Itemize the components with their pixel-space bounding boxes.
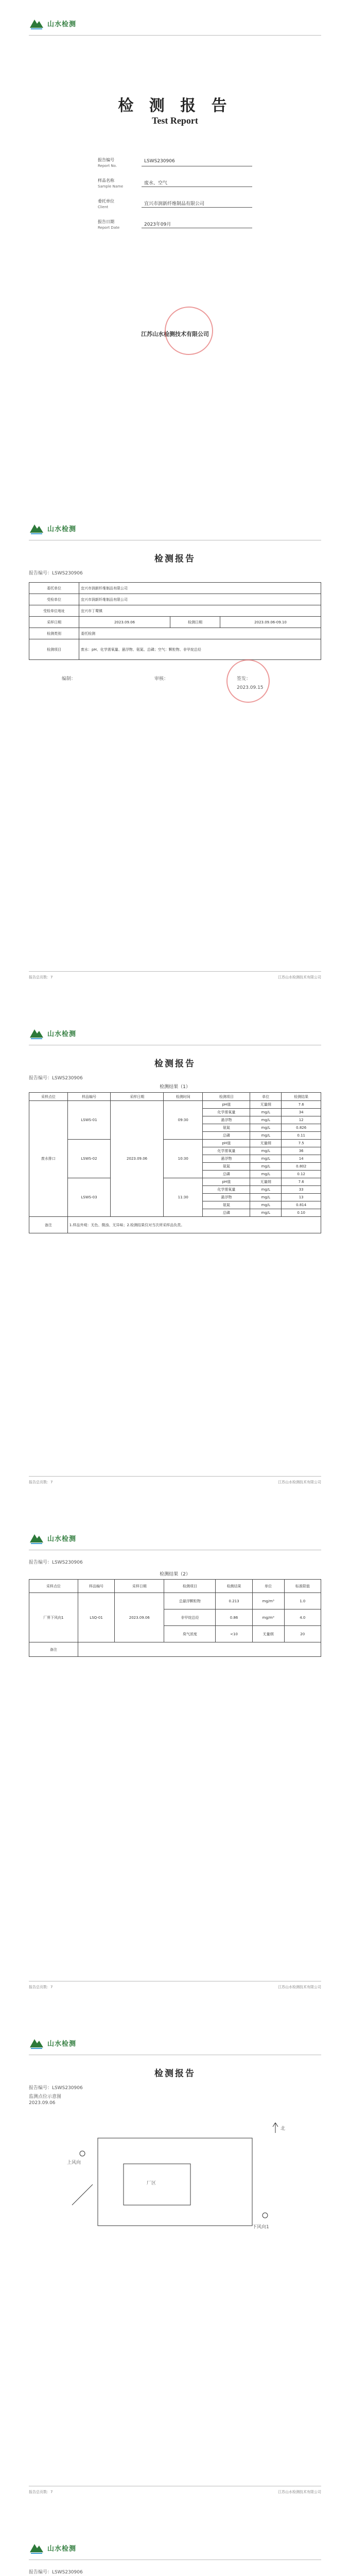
cover-page bbox=[10, 0, 340, 484]
report-no-line: 报告编号：LSWS230906 bbox=[29, 2086, 83, 2091]
table-cell: mg/L bbox=[250, 1186, 282, 1194]
table-cell: 0.826 bbox=[282, 1124, 321, 1132]
sign-label-prepare: 编制： bbox=[62, 676, 76, 682]
sign-label-approve: 签发： bbox=[237, 676, 251, 682]
table-cell: 2023.09.06 bbox=[79, 617, 170, 628]
table-cell bbox=[78, 1642, 321, 1657]
map-date: 2023.09.06 bbox=[29, 2100, 56, 2106]
table-cell: mg/m³ bbox=[252, 1593, 284, 1609]
table-row bbox=[29, 1178, 321, 1186]
table-row bbox=[29, 1580, 321, 1593]
table-cell: 检测日期 bbox=[170, 617, 220, 628]
cover-title-en: Test Report bbox=[152, 115, 198, 126]
map-label-north: 北 bbox=[281, 2126, 286, 2131]
table-cell: 无量纲 bbox=[250, 1101, 282, 1109]
map-label-downwind: 下风向1 bbox=[252, 2225, 269, 2230]
table-cell: 总磷 bbox=[203, 1209, 250, 1217]
table-cell: 0.12 bbox=[282, 1171, 321, 1178]
table-cell: mg/m³ bbox=[252, 1609, 284, 1626]
cover-label-date-en: Report Date bbox=[98, 226, 120, 230]
table-cell: mg/L bbox=[250, 1163, 282, 1171]
table-cell: 宜兴市润新纤维制品有限公司 bbox=[79, 583, 321, 594]
table-cell: 氨氮 bbox=[203, 1124, 250, 1132]
table-cell: LSQ-01 bbox=[78, 1593, 114, 1642]
table-cell: mg/L bbox=[250, 1155, 282, 1163]
table-cell: LSWS-02 bbox=[67, 1140, 110, 1178]
table-row bbox=[29, 1101, 321, 1109]
table-cell: 2023.09.06-09.10 bbox=[220, 617, 321, 628]
table-cell: 单位 bbox=[252, 1580, 284, 1593]
table-cell: 36 bbox=[282, 1147, 321, 1155]
table-row bbox=[29, 1593, 321, 1609]
table-cell: 总磷 bbox=[203, 1171, 250, 1178]
table-cell: 氨氮 bbox=[203, 1201, 250, 1209]
table-cell: LSWS-01 bbox=[67, 1101, 110, 1140]
table-cell: 受检单位地址 bbox=[29, 605, 79, 617]
table-cell: 单位 bbox=[250, 1093, 282, 1101]
table-cell: 宜兴市丁蜀镇 bbox=[79, 605, 321, 617]
footer-left: 报告总页数：7 bbox=[29, 1480, 53, 1484]
table-cell: 宜兴市润新纤维制品有限公司 bbox=[79, 594, 321, 605]
company-logo bbox=[29, 2036, 76, 2049]
table-cell: 非甲烷总烃 bbox=[164, 1609, 216, 1626]
table-cell: pH值 bbox=[203, 1101, 250, 1109]
footer-rule bbox=[29, 971, 321, 972]
table-cell: 检测项目 bbox=[29, 639, 79, 660]
table-cell: 无量纲 bbox=[250, 1178, 282, 1186]
table-cell: 化学需氧量 bbox=[203, 1147, 250, 1155]
table-cell: 4.0 bbox=[284, 1609, 321, 1626]
table-cell: 13 bbox=[282, 1194, 321, 1201]
table-cell: 34 bbox=[282, 1109, 321, 1116]
table-row bbox=[29, 1217, 321, 1233]
table-cell: 化学需氧量 bbox=[203, 1109, 250, 1116]
table-cell: mg/L bbox=[250, 1209, 282, 1217]
logo-mark-icon bbox=[29, 16, 44, 30]
table-cell: 采样点位 bbox=[29, 1580, 78, 1593]
sign-label-review: 审核： bbox=[154, 676, 169, 682]
table-cell: 33 bbox=[282, 1186, 321, 1194]
logo-mark-icon bbox=[29, 1026, 44, 1040]
table-cell: 无量纲 bbox=[252, 1626, 284, 1642]
logo-mark-icon bbox=[29, 2036, 44, 2049]
table-cell: 0.802 bbox=[282, 1163, 321, 1171]
table-cell: 10:30 bbox=[164, 1140, 203, 1178]
footer-right: 江苏山水检测技术有限公司 bbox=[278, 1985, 321, 1989]
table-cell: 采样点位 bbox=[29, 1093, 68, 1101]
company-logo bbox=[29, 16, 76, 30]
map-label-plant: 厂区 bbox=[147, 2181, 156, 2186]
table-cell: <10 bbox=[216, 1626, 252, 1642]
page-title: 检测报告 bbox=[154, 554, 196, 564]
table-cell: 09:30 bbox=[164, 1101, 203, 1140]
table-cell: 采样日期 bbox=[111, 1093, 164, 1101]
cover-label-date: 报告日期 bbox=[98, 219, 114, 224]
table-cell: 0.86 bbox=[216, 1609, 252, 1626]
report-no-line: 报告编号：LSWS230906 bbox=[29, 1076, 83, 1081]
table-cell: 1.样品外观：无色、微浊、无异味；2.检测结果仅对当次所采样品负责。 bbox=[67, 1217, 321, 1233]
table-cell: mg/L bbox=[250, 1109, 282, 1116]
page-title: 检测报告 bbox=[154, 1059, 196, 1069]
table-cell: 检测时间 bbox=[164, 1093, 203, 1101]
table-cell: 委托单位 bbox=[29, 583, 79, 594]
table-cell: 受检单位 bbox=[29, 594, 79, 605]
info-table bbox=[29, 582, 321, 660]
table-cell: 0.213 bbox=[216, 1593, 252, 1609]
page-title: 检测报告 bbox=[154, 2069, 196, 2079]
table-cell: 备注 bbox=[29, 1217, 68, 1233]
table-row bbox=[29, 605, 321, 617]
table-cell: 7.6 bbox=[282, 1101, 321, 1109]
table-cell: 检测项目 bbox=[164, 1580, 216, 1593]
table-cell: 采样日期 bbox=[29, 617, 79, 628]
table-cell: 14 bbox=[282, 1155, 321, 1163]
table-cell: 11:30 bbox=[164, 1178, 203, 1217]
table-row bbox=[29, 583, 321, 594]
cover-label-sample: 样品名称 bbox=[98, 178, 114, 183]
table-cell: 0.814 bbox=[282, 1201, 321, 1209]
table-caption: 检测结果（2） bbox=[160, 1572, 190, 1577]
table-cell: 样品编号 bbox=[67, 1093, 110, 1101]
footer-right: 江苏山水检测技术有限公司 bbox=[278, 2490, 321, 2494]
cover-label-report-no-en: Report No. bbox=[98, 164, 117, 168]
cover-label-client: 委托单位 bbox=[98, 199, 114, 204]
footer-left: 报告总页数：7 bbox=[29, 975, 53, 979]
water-results-table bbox=[29, 1092, 321, 1233]
table-cell: 样品编号 bbox=[78, 1580, 114, 1593]
table-cell: pH值 bbox=[203, 1178, 250, 1186]
footer-left: 报告总页数：7 bbox=[29, 2490, 53, 2494]
table-cell: 检测类别 bbox=[29, 628, 79, 639]
logo-mark-icon bbox=[29, 2541, 44, 2554]
table-cell: 悬浮物 bbox=[203, 1194, 250, 1201]
table-cell: 臭气浓度 bbox=[164, 1626, 216, 1642]
company-logo bbox=[29, 1026, 76, 1040]
table-cell: 20 bbox=[284, 1626, 321, 1642]
table-row bbox=[29, 1642, 321, 1657]
methods-page bbox=[10, 2524, 340, 2576]
logo-text: 山水检测 bbox=[47, 1535, 77, 1543]
footer-right: 江苏山水检测技术有限公司 bbox=[278, 1480, 321, 1484]
table-cell: 悬浮物 bbox=[203, 1155, 250, 1163]
cover-value-sample: 废水、空气 bbox=[144, 181, 168, 186]
map-label-upwind: 上风向 bbox=[67, 2160, 81, 2165]
table-cell: 检测结果 bbox=[216, 1580, 252, 1593]
cover-label-sample-en: Sample Name bbox=[98, 184, 124, 189]
company-logo bbox=[29, 1531, 76, 1545]
table-cell: 废水排口 bbox=[29, 1101, 68, 1217]
table-row bbox=[29, 1140, 321, 1147]
company-logo bbox=[29, 2541, 76, 2554]
table-cell: 采样日期 bbox=[115, 1580, 164, 1593]
table-cell: pH值 bbox=[203, 1140, 250, 1147]
table-cell: 总悬浮颗粒物 bbox=[164, 1593, 216, 1609]
company-seal bbox=[226, 659, 270, 703]
table-cell: 标准限值 bbox=[284, 1580, 321, 1593]
company-logo bbox=[29, 521, 76, 535]
air-results-table bbox=[29, 1579, 321, 1657]
logo-mark-icon bbox=[29, 1531, 44, 1545]
table-row bbox=[29, 594, 321, 605]
table-cell: mg/L bbox=[250, 1124, 282, 1132]
info-page bbox=[10, 505, 340, 989]
header-rule bbox=[29, 35, 321, 36]
cover-value-report-no: LSWS230906 bbox=[144, 159, 175, 164]
table-cell: 2023.09.06 bbox=[111, 1101, 164, 1217]
air-results-page bbox=[10, 1515, 340, 1999]
table-cell: mg/L bbox=[250, 1132, 282, 1140]
cover-title-cn: 检 测 报 告 bbox=[118, 97, 232, 115]
table-cell: 备注 bbox=[29, 1642, 78, 1657]
table-cell: 悬浮物 bbox=[203, 1116, 250, 1124]
table-row bbox=[29, 1093, 321, 1101]
water-results-page bbox=[10, 1010, 340, 1494]
footer-right: 江苏山水检测技术有限公司 bbox=[278, 975, 321, 979]
footer-rule bbox=[29, 1476, 321, 1477]
logo-text: 山水检测 bbox=[47, 1030, 77, 1038]
cover-value-client: 宜兴市润新纤维制品有限公司 bbox=[144, 201, 205, 207]
logo-mark-icon bbox=[29, 521, 44, 535]
table-cell: 1.0 bbox=[284, 1593, 321, 1609]
table-cell: 0.11 bbox=[282, 1132, 321, 1140]
report-no-line: 报告编号：LSWS230906 bbox=[29, 2570, 83, 2575]
table-cell: mg/L bbox=[250, 1171, 282, 1178]
table-cell: mg/L bbox=[250, 1116, 282, 1124]
table-cell: 7.5 bbox=[282, 1140, 321, 1147]
table-cell: 检测项目 bbox=[203, 1093, 250, 1101]
table-cell: 总磷 bbox=[203, 1132, 250, 1140]
cover-underline bbox=[142, 207, 252, 208]
sign-date: 2023.09.15 bbox=[237, 685, 264, 690]
table-cell: 12 bbox=[282, 1116, 321, 1124]
cover-company: 江苏山水检测技术有限公司 bbox=[141, 331, 209, 337]
table-cell: 检测结果 bbox=[282, 1093, 321, 1101]
table-cell: 委托检测 bbox=[79, 628, 321, 639]
table-cell: mg/L bbox=[250, 1201, 282, 1209]
map-caption: 监测点位示意图 bbox=[29, 2094, 62, 2099]
cover-label-client-en: Client bbox=[98, 205, 109, 209]
company-seal bbox=[165, 307, 213, 355]
logo-text: 山水检测 bbox=[47, 2545, 77, 2553]
logo-text: 山水检测 bbox=[47, 2040, 77, 2048]
table-cell: LSWS-03 bbox=[67, 1178, 110, 1217]
table-cell: 厂界下风向1 bbox=[29, 1593, 78, 1642]
cover-value-date: 2023年09月 bbox=[144, 222, 171, 227]
table-row bbox=[29, 628, 321, 639]
report-no-line: 报告编号：LSWS230906 bbox=[29, 571, 83, 576]
table-cell: 7.6 bbox=[282, 1178, 321, 1186]
table-cell: 化学需氧量 bbox=[203, 1186, 250, 1194]
table-row bbox=[29, 639, 321, 660]
table-cell: mg/L bbox=[250, 1147, 282, 1155]
table-row bbox=[29, 617, 321, 628]
footer-left: 报告总页数：7 bbox=[29, 1985, 53, 1989]
logo-text: 山水检测 bbox=[47, 20, 77, 28]
map-page bbox=[10, 2020, 340, 2504]
table-caption: 检测结果（1） bbox=[160, 1084, 190, 1090]
cover-label-report-no: 报告编号 bbox=[98, 158, 114, 162]
table-cell: 0.10 bbox=[282, 1209, 321, 1217]
table-cell: mg/L bbox=[250, 1194, 282, 1201]
table-cell: 废水：pH、化学需氧量、悬浮物、氨氮、总磷；空气：颗粒物、非甲烷总烃 bbox=[79, 639, 321, 660]
table-cell: 2023.09.06 bbox=[115, 1593, 164, 1642]
table-cell: 无量纲 bbox=[250, 1140, 282, 1147]
logo-text: 山水检测 bbox=[47, 525, 77, 533]
table-cell: 氨氮 bbox=[203, 1163, 250, 1171]
report-no-line: 报告编号：LSWS230906 bbox=[29, 1560, 83, 1565]
